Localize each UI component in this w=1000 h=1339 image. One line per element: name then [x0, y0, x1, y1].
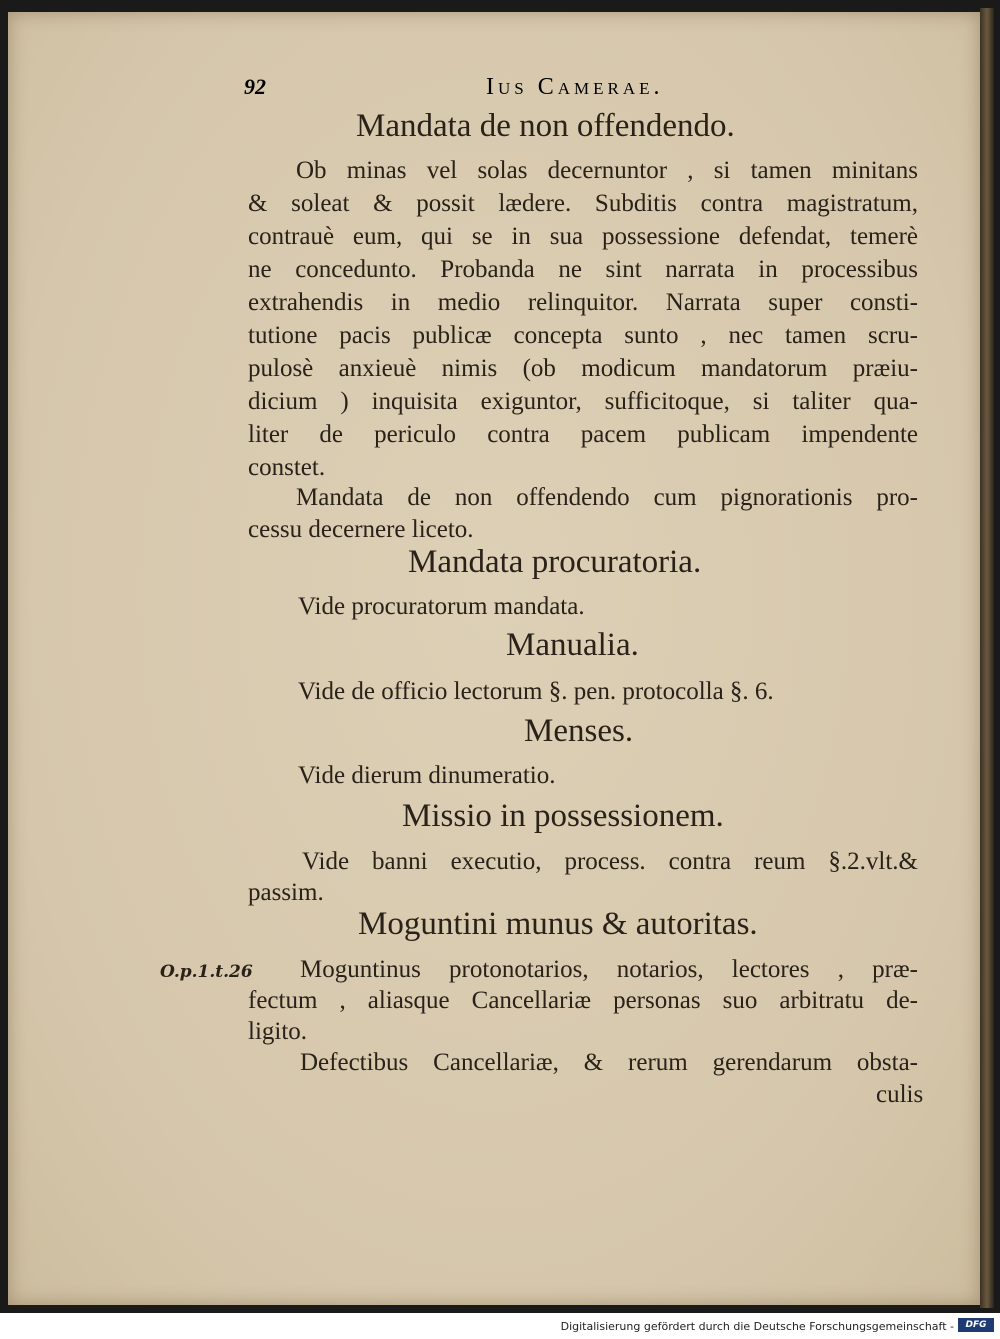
text-line: Vide dierum dinumeratio.	[298, 762, 556, 789]
text-line: passim.	[248, 879, 324, 906]
section-heading: Missio in possessionem.	[402, 798, 724, 834]
dfg-logo: DFG	[958, 1318, 994, 1332]
section-heading: Manualia.	[506, 627, 639, 663]
text-line: pulosè anxieuè nimis (ob modicum mandatorum præiu-	[248, 355, 918, 382]
text-line: ligito.	[248, 1018, 308, 1045]
text-line: constet.	[248, 454, 326, 481]
text-line: Vide banni executio, process. contra reum §.2.vlt.&	[302, 848, 918, 875]
section-heading: Mandata de non offendendo.	[356, 108, 735, 144]
catchword: culis	[876, 1081, 924, 1108]
text-line: liter de periculo contra pacem publicam impendente	[248, 421, 918, 448]
running-title: Ius Camerae.	[486, 74, 664, 100]
section-heading: Mandata procuratoria.	[408, 544, 702, 580]
marginal-note: O.p.1.t.26	[160, 962, 253, 982]
text-line: extrahendis in medio relinquitor. Narrata super consti-	[248, 289, 918, 316]
text-line: Vide procuratorum mandata.	[298, 593, 585, 620]
text-line: & soleat & possit lædere. Subditis contra magistratum,	[248, 190, 918, 217]
running-head	[244, 74, 944, 104]
text-line: tutione pacis publicæ concepta sunto , nec tamen scru-	[248, 322, 918, 349]
digitization-credit: Digitalisierung gefördert durch die Deutsche Forschungsgemeinschaft -	[560, 1320, 954, 1333]
page-number: 92	[244, 74, 266, 99]
text-line: Vide de officio lectorum §. pen. protocolla §. 6.	[298, 678, 774, 705]
text-line: dicium ) inquisita exiguntor, sufficitoque, si taliter qua-	[248, 388, 918, 415]
section-heading: Moguntini munus & autoritas.	[358, 906, 758, 942]
text-line: Ob minas vel solas decernuntor , si tamen minitans	[296, 157, 918, 184]
section-heading: Menses.	[524, 713, 634, 749]
text-line: Mandata de non offendendo cum pignorationis pro-	[296, 484, 918, 511]
text-line: Defectibus Cancellariæ, & rerum gerendarum obsta-	[300, 1049, 918, 1076]
book-edge	[980, 8, 994, 1308]
text-line: cessu decernere liceto.	[248, 516, 474, 543]
text-line: ne concedunto. Probanda ne sint narrata in processibus	[248, 256, 918, 283]
footer-bar	[0, 1313, 1000, 1339]
text-line: fectum , aliasque Cancellariæ personas suo arbitratu de-	[248, 987, 918, 1014]
text-line: contrauè eum, qui se in sua possessione defendat, temerè	[248, 223, 918, 250]
text-line: Moguntinus protonotarios, notarios, lectores , præ-	[300, 956, 918, 983]
